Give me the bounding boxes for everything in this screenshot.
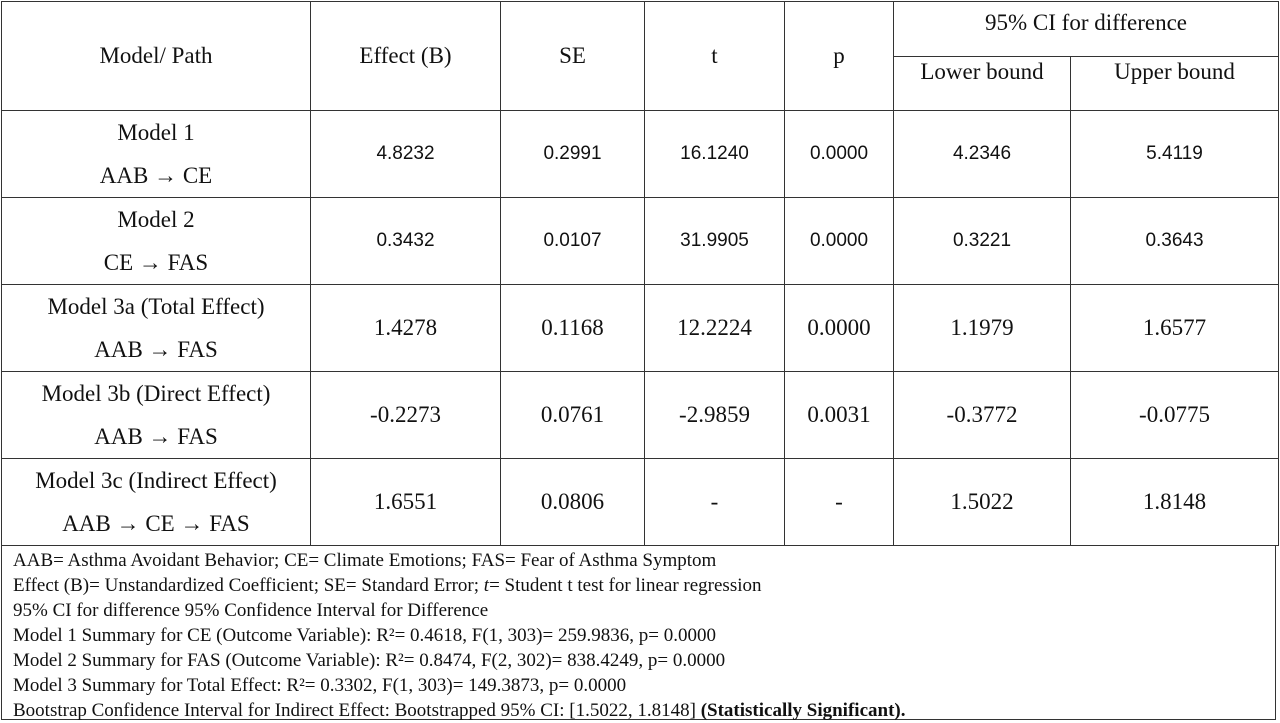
- upper-bound-value: 0.3643: [1071, 198, 1279, 285]
- note-abbreviations: AAB= Asthma Avoidant Behavior; CE= Climate Emotions; FAS= Fear of Asthma Symptom: [13, 550, 717, 571]
- note-bootstrap-text: Bootstrap Confidence Interval for Indirect Effect: Bootstrapped 95% CI: [1.5022, 1.8148]: [13, 700, 701, 721]
- note-definitions-text: Effect (B)= Unstandardized Coefficient; SE= Standard Error;: [13, 575, 484, 596]
- model-name: Model 3a (Total Effect): [47, 294, 265, 319]
- p-value: 0.0000: [785, 198, 894, 285]
- model-path: AAB → CE: [99, 163, 213, 188]
- regression-results-table: [1, 1, 1279, 546]
- note-bootstrap-ci: [13, 698, 1275, 723]
- header-model-path: Model/ Path: [2, 2, 311, 111]
- note-significance: (Statistically Significant).: [700, 700, 906, 721]
- p-value: 0.0031: [785, 372, 894, 459]
- se-value: 0.0107: [501, 198, 645, 285]
- t-value: -: [645, 459, 785, 546]
- header-se: SE: [501, 2, 645, 111]
- effect-value: -0.2273: [311, 372, 501, 459]
- model-path: AAB → FAS: [94, 337, 218, 362]
- table-notes: [1, 545, 1276, 720]
- model-cell: [2, 285, 311, 372]
- t-value: 16.1240: [645, 111, 785, 198]
- p-value: 0.0000: [785, 111, 894, 198]
- header-upper-bound: Upper bound: [1071, 57, 1279, 111]
- upper-bound-value: 1.6577: [1071, 285, 1279, 372]
- note-definitions: [13, 573, 1275, 598]
- se-value: 0.0761: [501, 372, 645, 459]
- lower-bound-value: -0.3772: [894, 372, 1071, 459]
- upper-bound-value: 1.8148: [1071, 459, 1279, 546]
- header-effect: Effect (B): [311, 2, 501, 111]
- se-value: 0.1168: [501, 285, 645, 372]
- header-p: p: [785, 2, 894, 111]
- model-cell: [2, 372, 311, 459]
- note-t-definition: = Student t test for linear regression: [489, 575, 762, 596]
- lower-bound-value: 0.3221: [894, 198, 1071, 285]
- header-lower-bound: Lower bound: [894, 57, 1071, 111]
- effect-value: 0.3432: [311, 198, 501, 285]
- model-path: CE → FAS: [103, 250, 209, 275]
- se-value: 0.2991: [501, 111, 645, 198]
- model-path: AAB → CE → FAS: [62, 511, 250, 536]
- effect-value: 1.6551: [311, 459, 501, 546]
- upper-bound-value: 5.4119: [1071, 111, 1279, 198]
- table-row: [2, 459, 1279, 546]
- effect-value: 4.8232: [311, 111, 501, 198]
- t-value: 31.9905: [645, 198, 785, 285]
- model-name: Model 3c (Indirect Effect): [35, 468, 277, 493]
- lower-bound-value: 4.2346: [894, 111, 1071, 198]
- model-cell: [2, 111, 311, 198]
- header-t: t: [645, 2, 785, 111]
- table-row: [2, 111, 1279, 198]
- model-name: Model 2: [117, 207, 195, 232]
- note-model1-summary: Model 1 Summary for CE (Outcome Variable): R²= 0.4618, F(1, 303)= 259.9836, p= 0.0000: [13, 625, 716, 646]
- model-name: Model 1: [117, 120, 195, 145]
- t-value: 12.2224: [645, 285, 785, 372]
- table-row: [2, 198, 1279, 285]
- t-value: -2.9859: [645, 372, 785, 459]
- lower-bound-value: 1.5022: [894, 459, 1071, 546]
- se-value: 0.0806: [501, 459, 645, 546]
- model-path: AAB → FAS: [94, 424, 218, 449]
- note-model3-summary: Model 3 Summary for Total Effect: R²= 0.3302, F(1, 303)= 149.3873, p= 0.0000: [13, 675, 627, 696]
- effect-value: 1.4278: [311, 285, 501, 372]
- model-cell: [2, 459, 311, 546]
- header-ci-group: 95% CI for difference: [894, 2, 1279, 57]
- p-value: 0.0000: [785, 285, 894, 372]
- table-row: [2, 372, 1279, 459]
- model-name: Model 3b (Direct Effect): [41, 381, 271, 406]
- p-value: -: [785, 459, 894, 546]
- lower-bound-value: 1.1979: [894, 285, 1071, 372]
- note-t-symbol: t: [483, 575, 490, 596]
- table-row: [2, 285, 1279, 372]
- model-cell: [2, 198, 311, 285]
- note-ci-definition: 95% CI for difference 95% Confidence Interval for Difference: [13, 600, 489, 621]
- note-model2-summary: Model 2 Summary for FAS (Outcome Variable): R²= 0.8474, F(2, 302)= 838.4249, p= 0.0000: [13, 650, 726, 671]
- upper-bound-value: -0.0775: [1071, 372, 1279, 459]
